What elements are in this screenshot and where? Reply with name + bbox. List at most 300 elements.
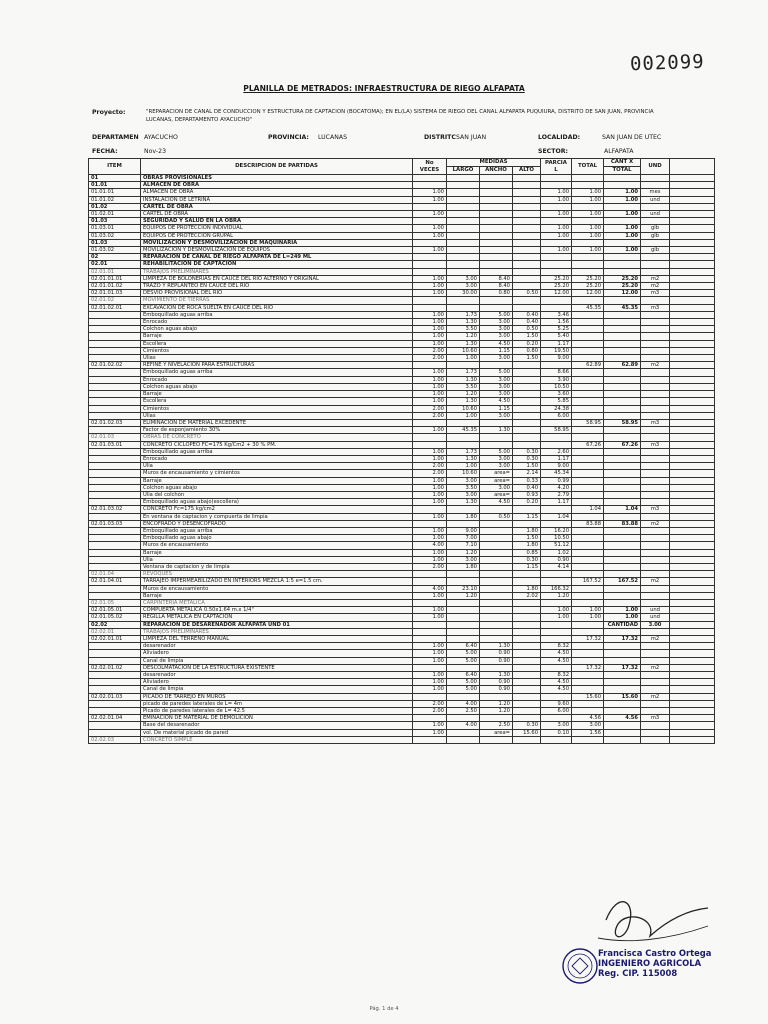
cell-extra [670,254,715,261]
cell-item: 01.03.02 [89,247,141,254]
cell-alto: 1.15 [513,513,541,520]
cell-extra [670,268,715,275]
table-row [89,463,715,470]
cell-cant-total [604,340,641,347]
cell-total [572,311,604,318]
table-row [89,391,715,398]
cell-no-veces [413,297,447,304]
cell-largo [447,254,480,261]
cell-parcial [541,268,572,275]
distrito-value: SAN JUAN [456,134,487,141]
cell-descripcion: EXCAVACION DE ROCA SUELTA EN CAUCE DEL RIO [141,304,413,311]
cell-total: 12.00 [572,290,604,297]
cell-total [572,700,604,707]
cell-ancho: 3.00 [480,412,513,419]
cell-item: 02.02.03 [89,736,141,743]
cell-item [89,347,141,354]
cell-no-veces: 1.00 [413,398,447,405]
cell-alto [513,283,541,290]
cell-largo: 1.20 [447,592,480,599]
cell-no-veces: 2.00 [413,700,447,707]
header-item: ITEM [89,159,141,175]
signature-title: INGENIERO AGRICOLA [598,958,702,968]
table-row [89,441,715,448]
cell-largo [447,232,480,239]
table-row [89,477,715,484]
table-row [89,175,715,182]
cell-no-veces: 1.00 [413,448,447,455]
cell-extra [670,405,715,412]
cell-no-veces: 1.00 [413,491,447,498]
cell-total [572,319,604,326]
cell-largo [447,203,480,210]
cell-alto [513,203,541,210]
cell-item: 01.02.01 [89,211,141,218]
cell-alto [513,643,541,650]
cell-item [89,326,141,333]
cell-no-veces [413,203,447,210]
cell-ancho [480,203,513,210]
cell-no-veces: 1.00 [413,333,447,340]
table-row [89,283,715,290]
header-no-veces: No VECES [413,159,447,175]
cell-descripcion: CONCRETO SIMPLE [141,736,413,743]
cell-parcial: 1.00 [541,189,572,196]
cell-parcial: 25.20 [541,283,572,290]
cell-parcial: 1.00 [541,247,572,254]
cell-cant-total [604,405,641,412]
cell-total [572,499,604,506]
cell-no-veces: 1.00 [413,225,447,232]
cell-parcial [541,571,572,578]
signature-reg: Reg. CIP. 115008 [598,968,678,978]
cell-item [89,513,141,520]
cell-parcial: 12.00 [541,290,572,297]
cell-largo: 1.73 [447,448,480,455]
cell-und: m2 [641,362,670,369]
table-row [89,232,715,239]
cell-ancho: 4.50 [480,340,513,347]
cell-extra [670,484,715,491]
cell-und: m2 [641,275,670,282]
cell-no-veces: 1.00 [413,376,447,383]
cell-ancho [480,715,513,722]
cell-und [641,563,670,570]
cell-alto [513,405,541,412]
cell-cant-total [604,412,641,419]
cell-parcial [541,419,572,426]
cell-parcial [541,636,572,643]
cell-parcial: 166.32 [541,585,572,592]
cell-descripcion: TARRAJEO IMPERMEABILIZADO EN INTERIORS MEZCLA 1:5 e=1.5 cm. [141,578,413,585]
cell-descripcion: CARTEL DE OBRA [141,211,413,218]
table-row [89,571,715,578]
cell-no-veces: 1.00 [413,535,447,542]
cell-descripcion: DESCOLMATACION DE LA ESTRUCTURA EXISTENTE [141,664,413,671]
cell-no-veces [413,578,447,585]
cell-descripcion: ELIMINACION DE MATERIAL EXCEDENTE [141,419,413,426]
cell-und: m2 [641,693,670,700]
cell-item [89,708,141,715]
header-largo: LARGO [447,167,480,175]
cell-ancho [480,434,513,441]
table-row [89,693,715,700]
cell-extra [670,679,715,686]
cell-extra [670,563,715,570]
cell-no-veces: 1.00 [413,391,447,398]
cell-cant-total [604,383,641,390]
cell-alto [513,434,541,441]
cell-item: 02.01.01.01 [89,275,141,282]
cell-und [641,484,670,491]
cell-ancho [480,614,513,621]
cell-ancho: 3.00 [480,333,513,340]
cell-ancho [480,232,513,239]
cell-extra [670,311,715,318]
cell-item: 02.01.02 [89,297,141,304]
distrito-label: DISTRITC [424,134,456,141]
cell-cant-total [604,643,641,650]
cell-parcial: 6.00 [541,708,572,715]
cell-extra [670,513,715,520]
cell-item [89,340,141,347]
cell-descripcion: Barraje [141,477,413,484]
cell-und [641,175,670,182]
cell-extra [670,470,715,477]
cell-largo: 1.80 [447,513,480,520]
cell-alto: 0.40 [513,311,541,318]
cell-total [572,254,604,261]
cell-largo [447,614,480,621]
cell-ancho: 5.00 [480,448,513,455]
cell-cant-total [604,319,641,326]
cell-cant-total [604,261,641,268]
cell-descripcion: Colchon aguas abajo [141,383,413,390]
cell-cant-total [604,700,641,707]
cell-extra [670,218,715,225]
cell-no-veces [413,664,447,671]
cell-largo: 3.50 [447,383,480,390]
cell-ancho [480,578,513,585]
cell-item: 01.03.01 [89,225,141,232]
cell-ancho [480,736,513,743]
cell-ancho [480,211,513,218]
cell-extra [670,686,715,693]
cell-item [89,463,141,470]
cell-item [89,592,141,599]
cell-cant-total [604,535,641,542]
cell-alto [513,628,541,635]
cell-no-veces: 1.00 [413,319,447,326]
cell-largo [447,715,480,722]
cell-item [89,448,141,455]
localidad-label: LOCALIDAD: [538,134,581,141]
cell-cant-total [604,239,641,246]
cell-cant-total [604,463,641,470]
cell-und [641,326,670,333]
cell-parcial: 3.00 [541,722,572,729]
table-row [89,657,715,664]
cell-alto [513,196,541,203]
cell-parcial: 45.34 [541,470,572,477]
cell-extra [670,297,715,304]
cell-extra [670,463,715,470]
cell-no-veces [413,304,447,311]
cell-extra [670,499,715,506]
cell-cant-total: 45.35 [604,304,641,311]
cell-total: 1.04 [572,506,604,513]
cell-total: 1.00 [572,225,604,232]
cell-descripcion: REPARACION DE CANAL DE RIEGO ALFAPATA DE L=249 ML [141,254,413,261]
cell-no-veces: 1.00 [413,211,447,218]
header-ancho: ANCHO [480,167,513,175]
cell-largo [447,268,480,275]
cell-no-veces: 1.00 [413,484,447,491]
cell-total [572,412,604,419]
cell-alto [513,383,541,390]
cell-alto [513,599,541,606]
cell-parcial: 1.00 [541,211,572,218]
cell-no-veces: 2.00 [413,463,447,470]
cell-alto [513,657,541,664]
cell-total [572,535,604,542]
cell-parcial [541,434,572,441]
cell-und [641,571,670,578]
localidad-value: SAN JUAN DE UTEC [602,134,662,141]
cell-descripcion: CONCRETO CICLOPEO FC=175 Kg/Cm2 + 30 % PM. [141,441,413,448]
cell-alto [513,362,541,369]
cell-total [572,585,604,592]
cell-no-veces: 1.00 [413,607,447,614]
cell-cant-total [604,326,641,333]
cell-und [641,182,670,189]
cell-und [641,455,670,462]
cell-largo: 1.30 [447,455,480,462]
cell-largo: 7.10 [447,542,480,549]
table-row [89,239,715,246]
cell-extra [670,347,715,354]
table-row [89,434,715,441]
cell-cant-total: 4.56 [604,715,641,722]
cell-und: m2 [641,636,670,643]
cell-ancho [480,535,513,542]
cell-alto [513,175,541,182]
cell-no-veces: 1.00 [413,369,447,376]
cell-no-veces [413,599,447,606]
cell-total [572,463,604,470]
cell-parcial: 1.00 [541,225,572,232]
cell-descripcion: CARTEL DE OBRA [141,203,413,210]
cell-extra [670,585,715,592]
table-row [89,578,715,585]
table-row [89,708,715,715]
cell-ancho: area= [480,729,513,736]
cell-extra [670,578,715,585]
cell-extra [670,571,715,578]
cell-total [572,347,604,354]
cell-no-veces: 2.00 [413,563,447,570]
cell-und: m2 [641,283,670,290]
cell-und [641,448,670,455]
cell-parcial: 5.40 [541,333,572,340]
cell-total [572,239,604,246]
cell-parcial [541,239,572,246]
cell-total [572,369,604,376]
table-row [89,484,715,491]
cell-ancho: 0.90 [480,657,513,664]
cell-largo [447,225,480,232]
cell-cant-total [604,628,641,635]
cell-ancho: 0.50 [480,513,513,520]
cell-alto: 0.33 [513,477,541,484]
cell-extra [670,333,715,340]
cell-descripcion: Enrocado [141,376,413,383]
cell-descripcion: En ventana de captacion y compuerta de limpia [141,513,413,520]
metrados-table [88,158,715,744]
cell-alto [513,297,541,304]
cell-descripcion: PICADO DE TARREJO EN MUROS [141,693,413,700]
cell-cant-total: 1.00 [604,225,641,232]
cell-no-veces [413,715,447,722]
table-row [89,679,715,686]
cell-alto: 1.80 [513,585,541,592]
cell-extra [670,556,715,563]
table-row [89,599,715,606]
cell-parcial: 8.32 [541,672,572,679]
cell-largo: 3.50 [447,326,480,333]
cell-descripcion: Aliviadero [141,679,413,686]
cell-ancho [480,585,513,592]
cell-ancho: 1.30 [480,427,513,434]
cell-cant-total [604,484,641,491]
departamento-label: DEPARTAMEN [92,134,139,141]
cell-cant-total [604,736,641,743]
cell-item: 02.01.05 [89,599,141,606]
provincia-value: LUCANAS [318,134,348,141]
cell-largo [447,621,480,628]
cell-no-veces [413,254,447,261]
cell-no-veces [413,441,447,448]
cell-ancho [480,297,513,304]
table-row [89,297,715,304]
cell-total [572,326,604,333]
table-row [89,326,715,333]
cell-cant-total [604,311,641,318]
cell-cant-total [604,470,641,477]
cell-descripcion: Ulias [141,412,413,419]
table-row [89,592,715,599]
cell-ancho [480,556,513,563]
cell-largo [447,607,480,614]
table-row [89,254,715,261]
cell-cant-total [604,729,641,736]
cell-total [572,355,604,362]
cell-largo: 5.00 [447,657,480,664]
cell-item: 02.01.04 [89,571,141,578]
cell-largo [447,628,480,635]
table-row [89,535,715,542]
cell-und [641,599,670,606]
cell-no-veces: 1.00 [413,283,447,290]
cell-ancho [480,542,513,549]
cell-item [89,650,141,657]
cell-total [572,563,604,570]
cell-parcial: 4.50 [541,679,572,686]
cell-extra [670,419,715,426]
cell-und [641,542,670,549]
cell-alto: 0.30 [513,722,541,729]
sector-label: SECTOR: [538,148,568,155]
cell-no-veces: 1.00 [413,672,447,679]
cell-largo: 9.00 [447,527,480,534]
cell-ancho: 1.20 [480,708,513,715]
cell-parcial: 9.60 [541,700,572,707]
cell-und [641,203,670,210]
cell-descripcion: OBRAS DE CONCRETO [141,434,413,441]
cell-item: 02.01.01.03 [89,290,141,297]
cell-largo: 6.40 [447,643,480,650]
cell-extra [670,261,715,268]
cell-ancho [480,527,513,534]
cell-total: 1.00 [572,211,604,218]
table-row [89,196,715,203]
cell-item: 02.01.03 [89,434,141,441]
table-row [89,556,715,563]
cell-extra [670,398,715,405]
table-row [89,311,715,318]
cell-cant-total: 1.00 [604,189,641,196]
cell-und [641,376,670,383]
cell-extra [670,196,715,203]
cell-parcial [541,736,572,743]
cell-descripcion: Enrocado [141,455,413,462]
cell-parcial [541,578,572,585]
cell-cant-total [604,527,641,534]
cell-extra [670,592,715,599]
cell-no-veces: 1.00 [413,427,447,434]
cell-descripcion: DESVIO PROVISIONAL DEL RIO [141,290,413,297]
cell-alto [513,239,541,246]
cell-parcial: 1.04 [541,513,572,520]
cell-ancho: area= [480,477,513,484]
cell-descripcion: Emboquillado aguas abajo(escollera) [141,499,413,506]
cell-largo: 1.20 [447,333,480,340]
table-row [89,470,715,477]
cell-alto [513,441,541,448]
cell-alto [513,664,541,671]
cell-cant-total: 15.60 [604,693,641,700]
cell-alto: 0.93 [513,491,541,498]
cell-und: m3 [641,419,670,426]
cell-cant-total [604,347,641,354]
cell-parcial: 58.95 [541,427,572,434]
cell-total [572,391,604,398]
cell-parcial [541,664,572,671]
cell-und [641,556,670,563]
cell-total [572,297,604,304]
cell-extra [670,304,715,311]
cell-und [641,405,670,412]
cell-alto [513,225,541,232]
cell-descripcion: TRABAJOS PRELIMINARES [141,628,413,635]
cell-extra [670,355,715,362]
cell-und: 3.00 [641,621,670,628]
cell-descripcion: LIMPIEZA DEL TERRENO MANUAL [141,636,413,643]
cell-alto [513,189,541,196]
cell-und [641,527,670,534]
cell-no-veces [413,239,447,246]
cell-parcial [541,441,572,448]
